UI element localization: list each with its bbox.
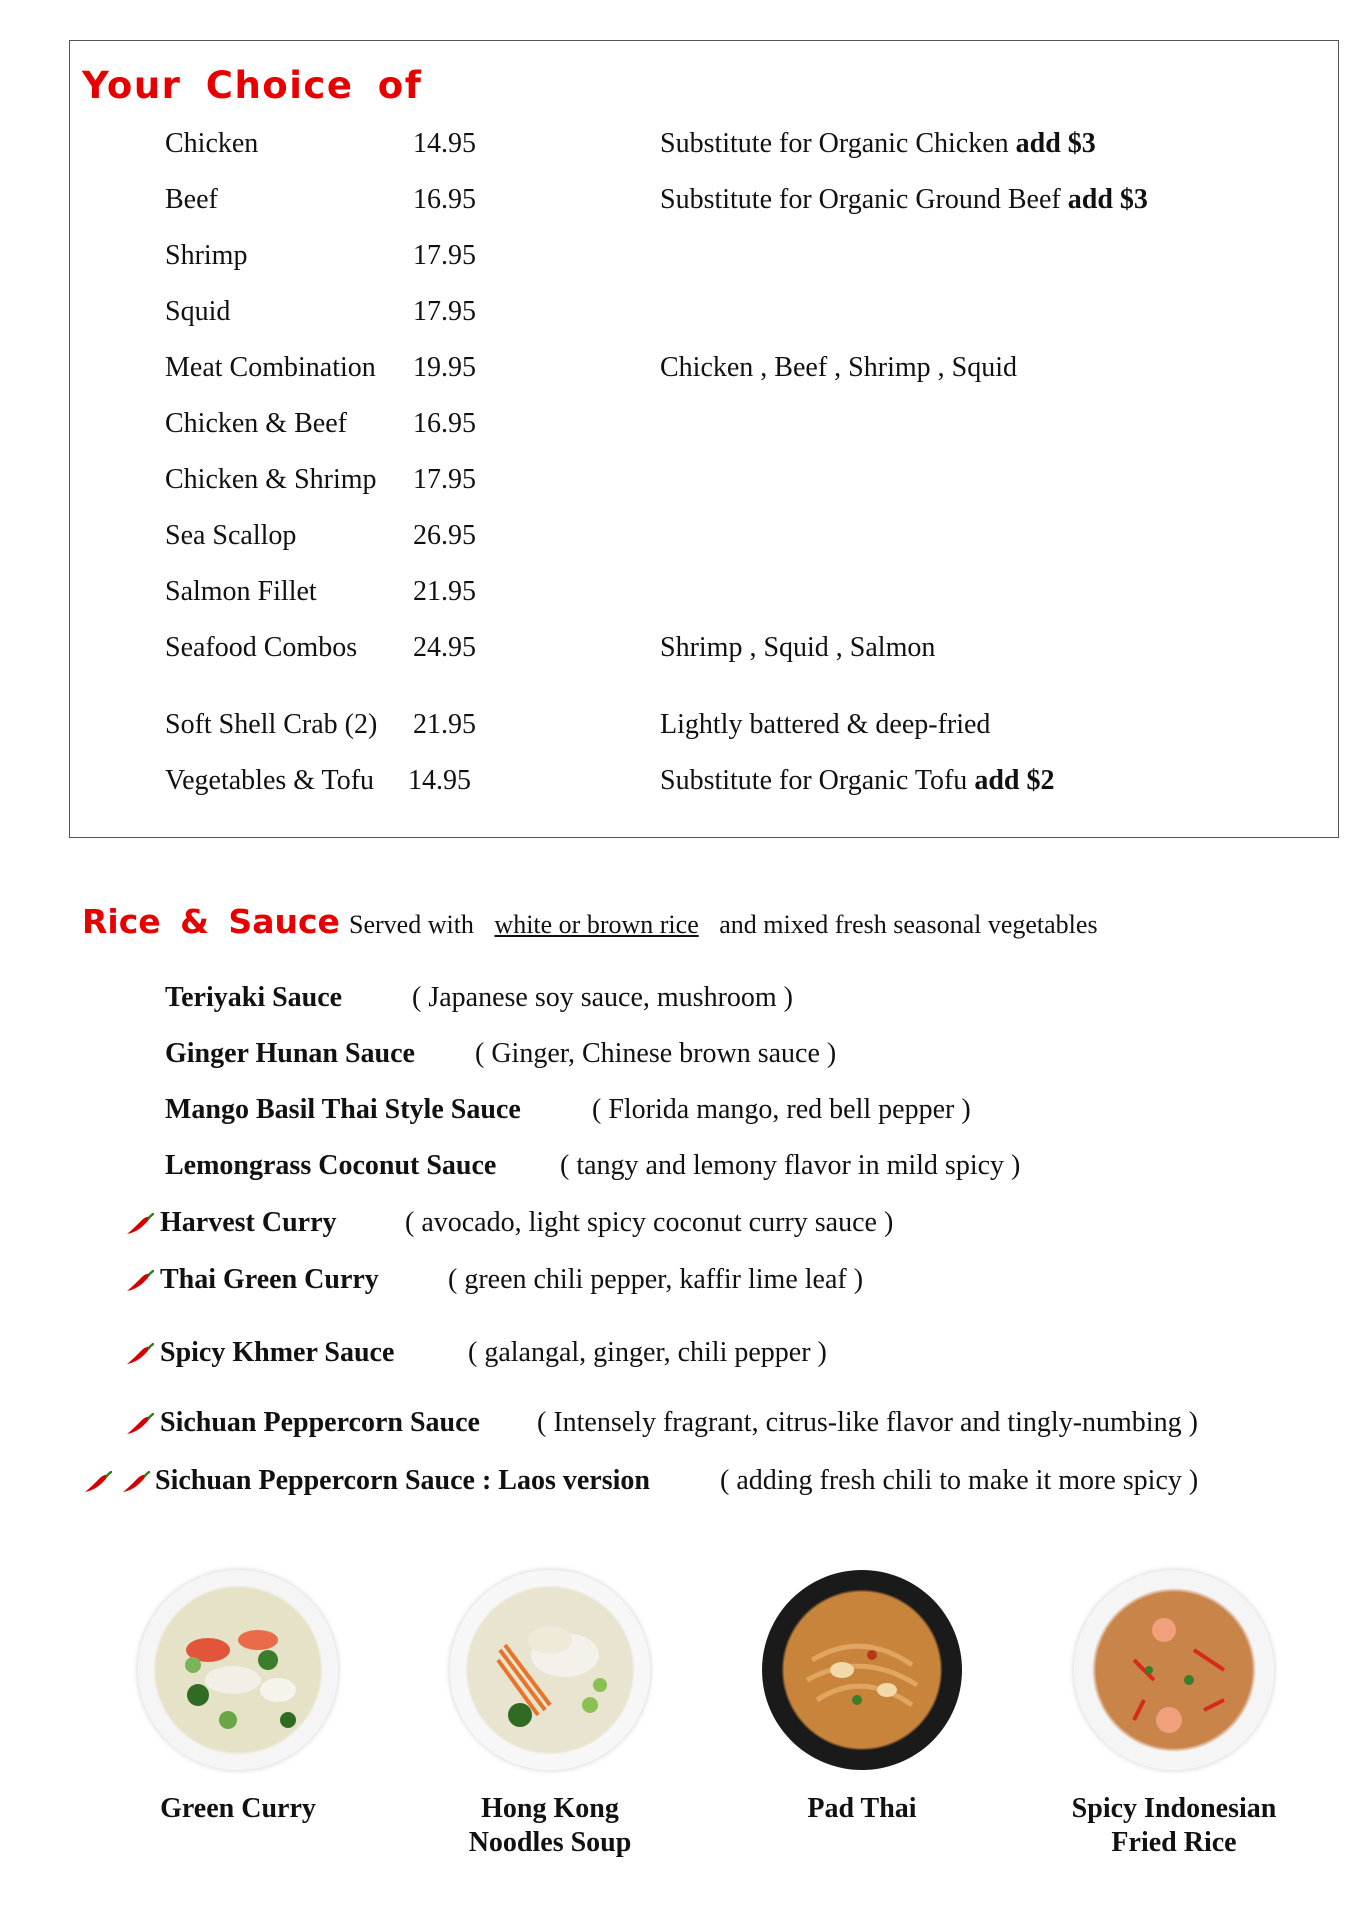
menu-row xyxy=(0,765,1358,805)
note-bold: add $3 xyxy=(1067,184,1148,215)
sauce-row xyxy=(0,1264,1358,1304)
menu-row xyxy=(0,184,1358,224)
sauce-row xyxy=(0,1337,1358,1377)
note-text: Chicken , Beef , Shrimp , Squid xyxy=(660,352,1017,383)
sauce-name: Ginger Hunan Sauce xyxy=(165,1038,415,1069)
item-name: Chicken & Shrimp xyxy=(165,464,377,495)
menu-row xyxy=(0,128,1358,168)
item-price: 16.95 xyxy=(413,408,476,439)
dish-hong-kong-noodles-soup xyxy=(440,1570,660,1858)
note-text: Substitute for Organic Ground Beef xyxy=(660,184,1068,215)
chili-icons xyxy=(126,1270,154,1302)
sauce-desc: ( Florida mango, red bell pepper ) xyxy=(592,1094,971,1125)
item-price: 21.95 xyxy=(413,709,476,740)
item-name: Beef xyxy=(165,184,218,215)
note-text: Substitute for Organic Chicken xyxy=(660,128,1016,159)
noodles-soup-photo xyxy=(450,1570,650,1770)
chili-pepper-icon xyxy=(122,1471,150,1495)
rice-intro xyxy=(349,910,1098,940)
item-price: 14.95 xyxy=(408,765,471,796)
sauce-desc: ( Japanese soy sauce, mushroom ) xyxy=(412,982,794,1013)
intro-after: and mixed fresh seasonal vegetables xyxy=(719,910,1098,939)
note-bold: add $2 xyxy=(974,765,1055,796)
dish-photo xyxy=(762,1570,962,1770)
dish-photo xyxy=(450,1570,650,1770)
item-price: 17.95 xyxy=(413,464,476,495)
item-price: 26.95 xyxy=(413,520,476,551)
chili-icons xyxy=(126,1213,154,1245)
sauce-desc: ( tangy and lemony flavor in mild spicy ) xyxy=(560,1150,1021,1181)
menu-row xyxy=(0,576,1358,616)
sauce-name: Thai Green Curry xyxy=(160,1264,379,1295)
item-name: Squid xyxy=(165,296,231,327)
chili-icons xyxy=(84,1471,150,1503)
dish-green-curry xyxy=(128,1570,348,1824)
caption-line2: Noodles Soup xyxy=(468,1827,632,1858)
choice-title: Your Choice of xyxy=(82,64,423,107)
item-name: Sea Scallop xyxy=(165,520,297,551)
item-price: 21.95 xyxy=(413,576,476,607)
dish-photo xyxy=(138,1570,338,1770)
caption-line2: Fried Rice xyxy=(1111,1827,1237,1858)
item-name: Chicken & Beef xyxy=(165,408,347,439)
sauce-row xyxy=(0,1150,1358,1190)
item-price: 17.95 xyxy=(413,240,476,271)
chili-pepper-icon xyxy=(126,1213,154,1237)
sauce-name: Lemongrass Coconut Sauce xyxy=(165,1150,497,1181)
chili-icons xyxy=(126,1413,154,1445)
menu-row xyxy=(0,520,1358,560)
sauce-row xyxy=(0,1094,1358,1134)
item-name: Shrimp xyxy=(165,240,248,271)
chili-pepper-icon xyxy=(126,1343,154,1367)
chili-icons xyxy=(126,1343,154,1375)
note-text: Lightly battered & deep-fried xyxy=(660,709,991,740)
chili-pepper-icon xyxy=(84,1471,112,1495)
item-price: 16.95 xyxy=(413,184,476,215)
menu-row xyxy=(0,352,1358,392)
menu-row xyxy=(0,709,1358,749)
dish-photo xyxy=(1074,1570,1274,1770)
item-name: Chicken xyxy=(165,128,259,159)
item-note xyxy=(660,632,935,664)
dish-caption xyxy=(400,1792,700,1860)
chili-pepper-icon xyxy=(126,1270,154,1294)
item-note xyxy=(660,184,1148,216)
dish-pad-thai xyxy=(752,1570,972,1824)
fried-rice-photo xyxy=(1074,1570,1274,1770)
sauce-name: Mango Basil Thai Style Sauce xyxy=(165,1094,521,1125)
sauce-desc: ( green chili pepper, kaffir lime leaf ) xyxy=(448,1264,864,1295)
item-note xyxy=(660,128,1096,160)
dish-caption xyxy=(712,1792,1012,1826)
sauce-row xyxy=(0,1038,1358,1078)
sauce-desc: ( galangal, ginger, chili pepper ) xyxy=(468,1337,827,1368)
item-name: Meat Combination xyxy=(165,352,376,383)
intro-underlined: white or brown rice xyxy=(494,910,699,939)
caption-line1: Hong Kong xyxy=(481,1793,619,1824)
note-text: Substitute for Organic Tofu xyxy=(660,765,975,796)
item-note xyxy=(660,709,990,741)
sauce-name: Spicy Khmer Sauce xyxy=(160,1337,395,1368)
dish-caption xyxy=(88,1792,388,1826)
note-text: Shrimp , Squid , Salmon xyxy=(660,632,936,663)
menu-row xyxy=(0,464,1358,504)
sauce-row xyxy=(0,1465,1358,1505)
caption-line1: Pad Thai xyxy=(807,1793,917,1824)
item-note xyxy=(660,352,1017,384)
sauce-desc: ( Intensely fragrant, citrus-like flavor and tingly-numbing ) xyxy=(537,1407,1198,1438)
dish-spicy-indonesian-fried-rice xyxy=(1064,1570,1284,1858)
sauce-name: Sichuan Peppercorn Sauce xyxy=(160,1407,480,1438)
menu-row xyxy=(0,296,1358,336)
dish-caption xyxy=(1024,1792,1324,1860)
sauce-name: Sichuan Peppercorn Sauce : Laos version xyxy=(155,1465,650,1496)
item-price: 17.95 xyxy=(413,296,476,327)
rice-sauce-title: Rice & Sauce xyxy=(82,902,340,941)
chili-pepper-icon xyxy=(126,1413,154,1437)
item-note xyxy=(660,765,1054,797)
menu-row xyxy=(0,408,1358,448)
item-name: Vegetables & Tofu xyxy=(165,765,375,796)
sauce-desc: ( Ginger, Chinese brown sauce ) xyxy=(475,1038,837,1069)
caption-line1: Green Curry xyxy=(160,1793,316,1824)
menu-row xyxy=(0,632,1358,672)
item-price: 24.95 xyxy=(413,632,476,663)
pad-thai-photo xyxy=(762,1570,962,1770)
item-name: Soft Shell Crab (2) xyxy=(165,709,378,740)
item-price: 14.95 xyxy=(413,128,476,159)
item-name: Seafood Combos xyxy=(165,632,358,663)
sauce-name: Teriyaki Sauce xyxy=(165,982,343,1013)
item-name: Salmon Fillet xyxy=(165,576,317,607)
sauce-row xyxy=(0,1207,1358,1247)
sauce-name: Harvest Curry xyxy=(160,1207,337,1238)
green-curry-photo xyxy=(138,1570,338,1770)
sauce-row xyxy=(0,982,1358,1022)
sauce-row xyxy=(0,1407,1358,1447)
sauce-desc: ( avocado, light spicy coconut curry sauce ) xyxy=(405,1207,894,1238)
intro-before: Served with xyxy=(349,910,474,939)
sauce-desc: ( adding fresh chili to make it more spicy ) xyxy=(720,1465,1199,1496)
menu-row xyxy=(0,240,1358,280)
caption-line1: Spicy Indonesian xyxy=(1071,1793,1277,1824)
item-price: 19.95 xyxy=(413,352,476,383)
note-bold: add $3 xyxy=(1015,128,1096,159)
